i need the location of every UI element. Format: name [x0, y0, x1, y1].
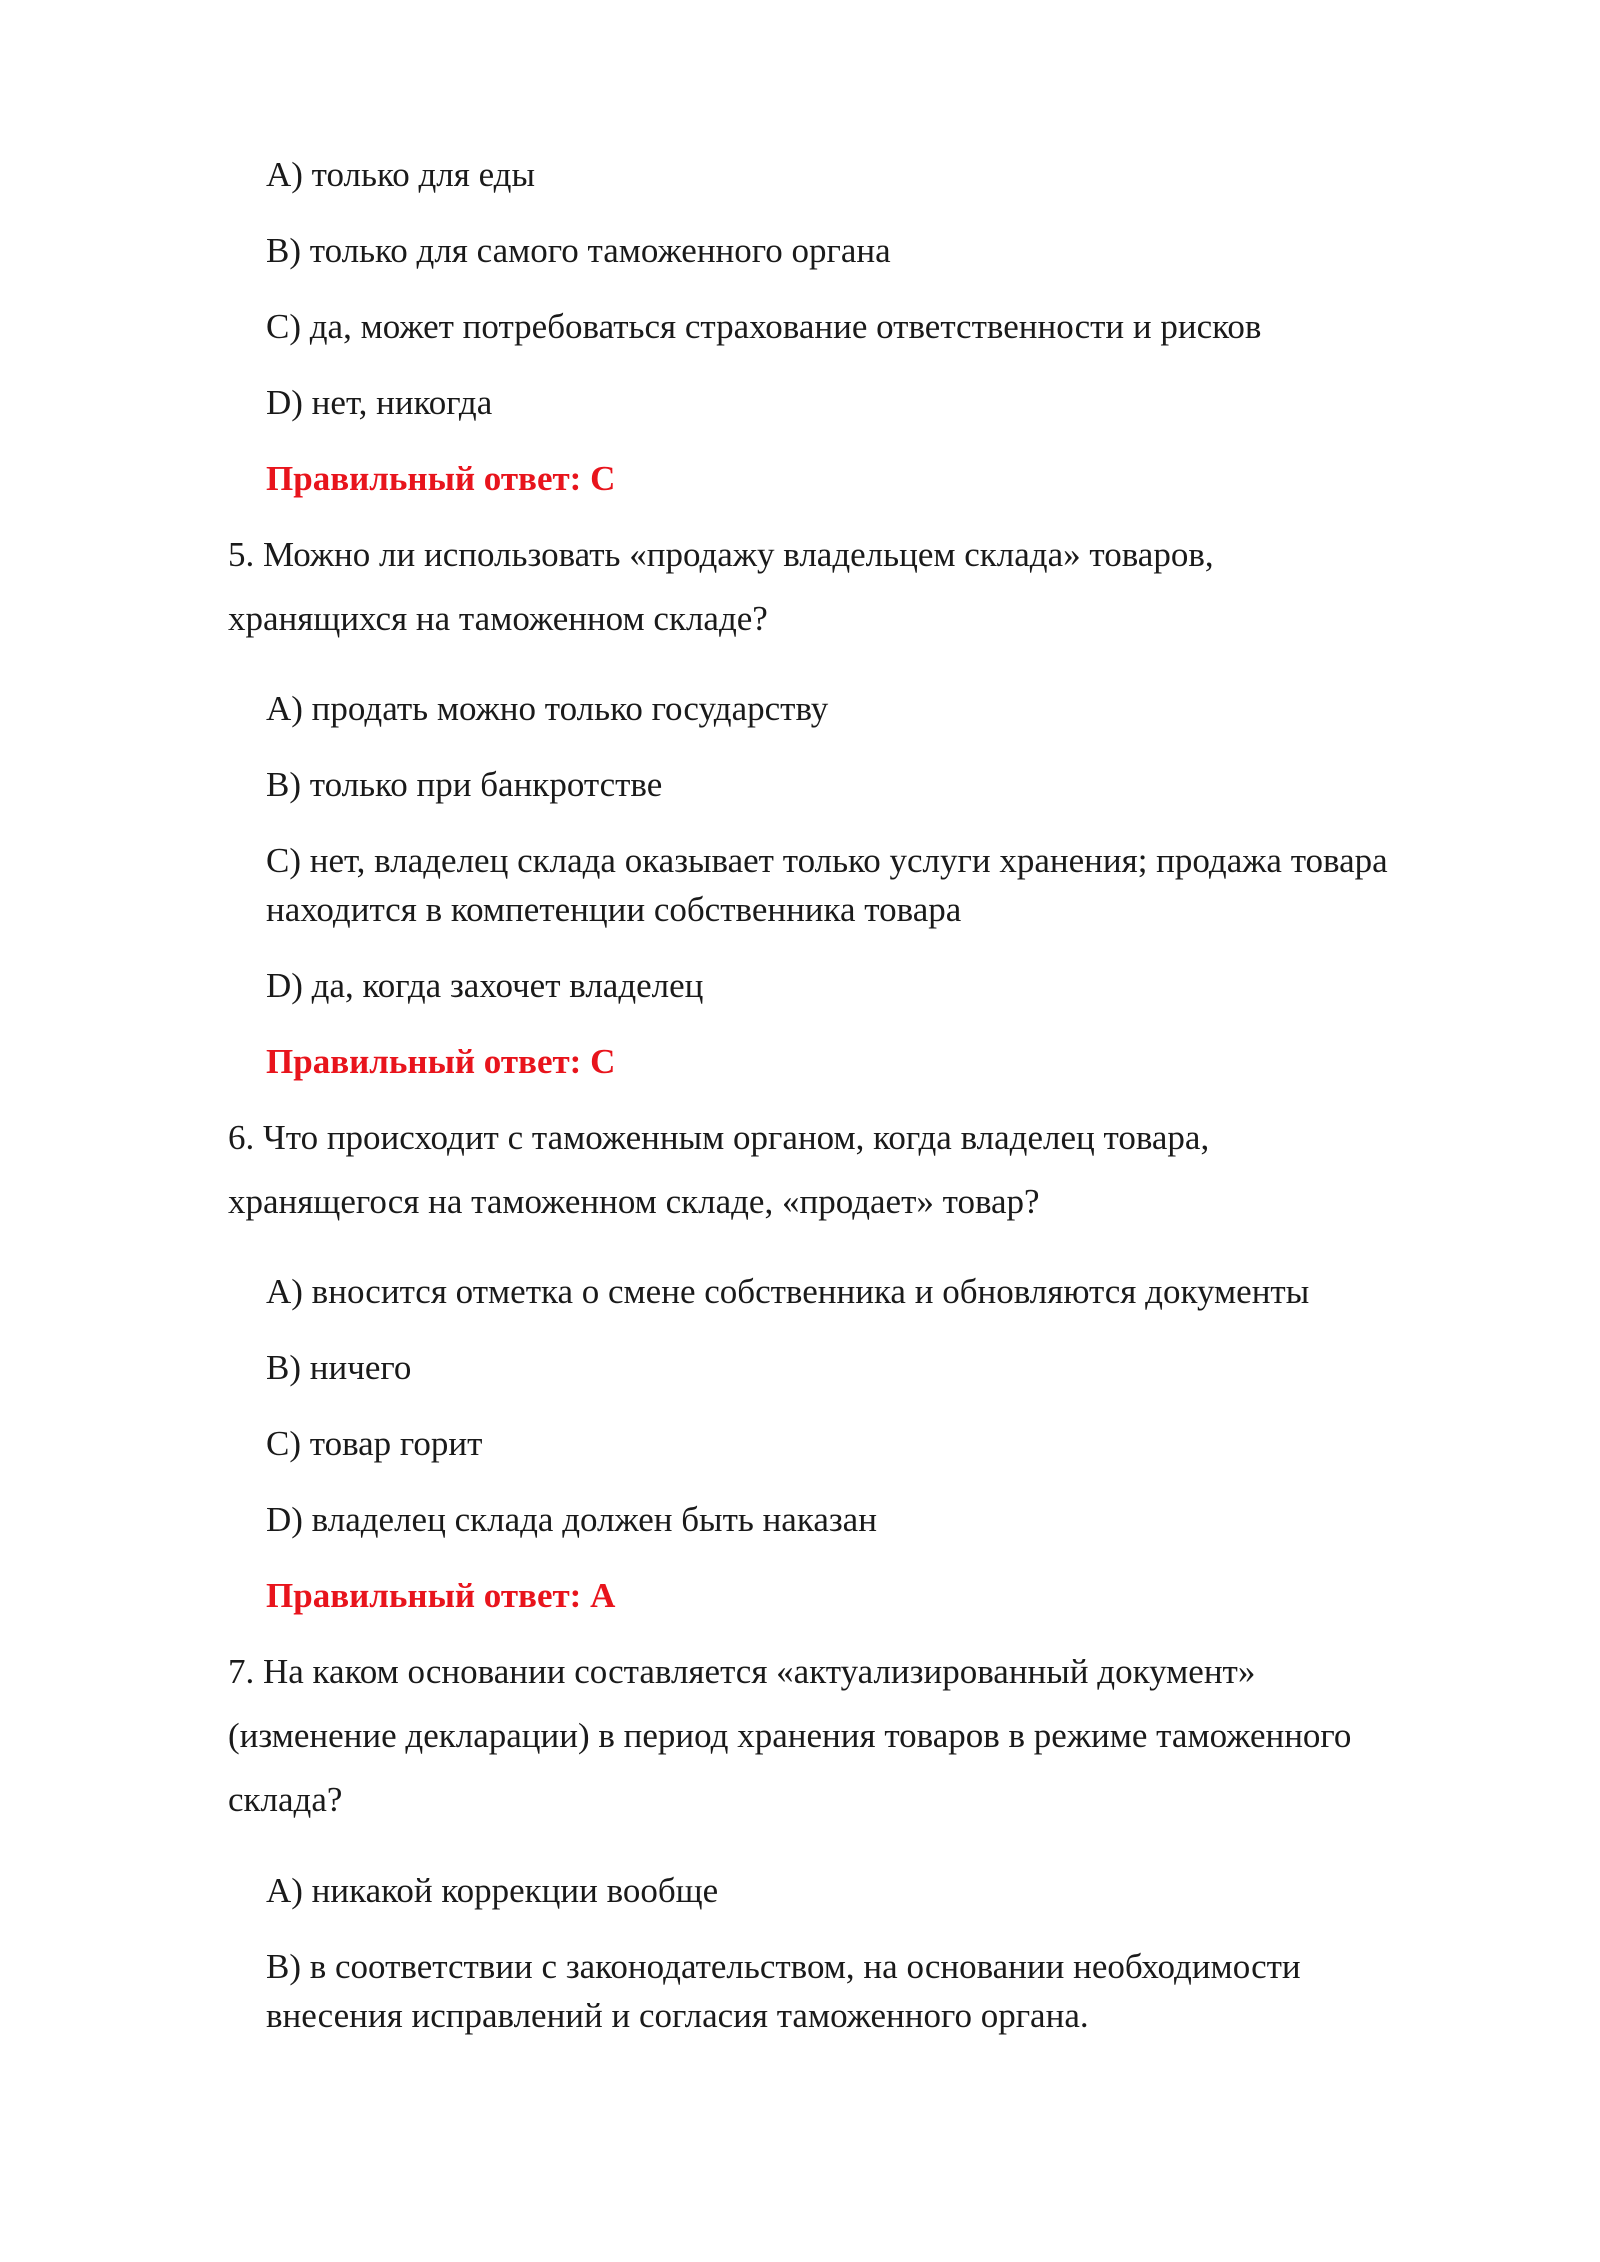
correct-answer-q4: Правильный ответ: C [266, 459, 616, 498]
correct-answer-q5: Правильный ответ: C [266, 1042, 616, 1081]
option-b-q7-line-1: B) в соответствии с законодательством, на основании необходимости [266, 1947, 1301, 1986]
option-b-q6: B) ничего [266, 1348, 412, 1387]
question-6-line-2: хранящегося на таможенном складе, «продает» товар? [228, 1182, 1040, 1221]
question-5-line-1: 5. Можно ли использовать «продажу владельцем склада» товаров, [228, 535, 1214, 574]
option-a-q5: A) продать можно только государству [266, 689, 829, 728]
option-a-q6: A) вносится отметка о смене собственника и обновляются документы [266, 1272, 1310, 1311]
question-7-line-2: (изменение декларации) в период хранения товаров в режиме таможенного [228, 1716, 1352, 1755]
option-a-q7: A) никакой коррекции вообще [266, 1871, 719, 1910]
option-b-q4: B) только для самого таможенного органа [266, 231, 891, 270]
question-7-line-3: склада? [228, 1780, 343, 1819]
question-6-line-1: 6. Что происходит с таможенным органом, когда владелец товара, [228, 1118, 1210, 1157]
option-b-q5: B) только при банкротстве [266, 765, 663, 804]
option-d-q4: D) нет, никогда [266, 383, 493, 422]
option-b-q7-line-2: внесения исправлений и согласия таможенного органа. [266, 1996, 1089, 2035]
option-c-q4: C) да, может потребоваться страхование ответственности и рисков [266, 307, 1262, 346]
question-7-line-1: 7. На каком основании составляется «актуализированный документ» [228, 1652, 1256, 1691]
option-c-q5-line-1: C) нет, владелец склада оказывает только услуги хранения; продажа товара [266, 841, 1388, 880]
option-d-q5: D) да, когда захочет владелец [266, 966, 704, 1005]
option-c-q6: C) товар горит [266, 1424, 483, 1463]
option-a-q4: A) только для еды [266, 155, 535, 194]
question-5-line-2: хранящихся на таможенном складе? [228, 599, 768, 638]
option-d-q6: D) владелец склада должен быть наказан [266, 1500, 877, 1539]
correct-answer-q6: Правильный ответ: A [266, 1576, 616, 1615]
option-c-q5-line-2: находится в компетенции собственника товара [266, 890, 962, 929]
